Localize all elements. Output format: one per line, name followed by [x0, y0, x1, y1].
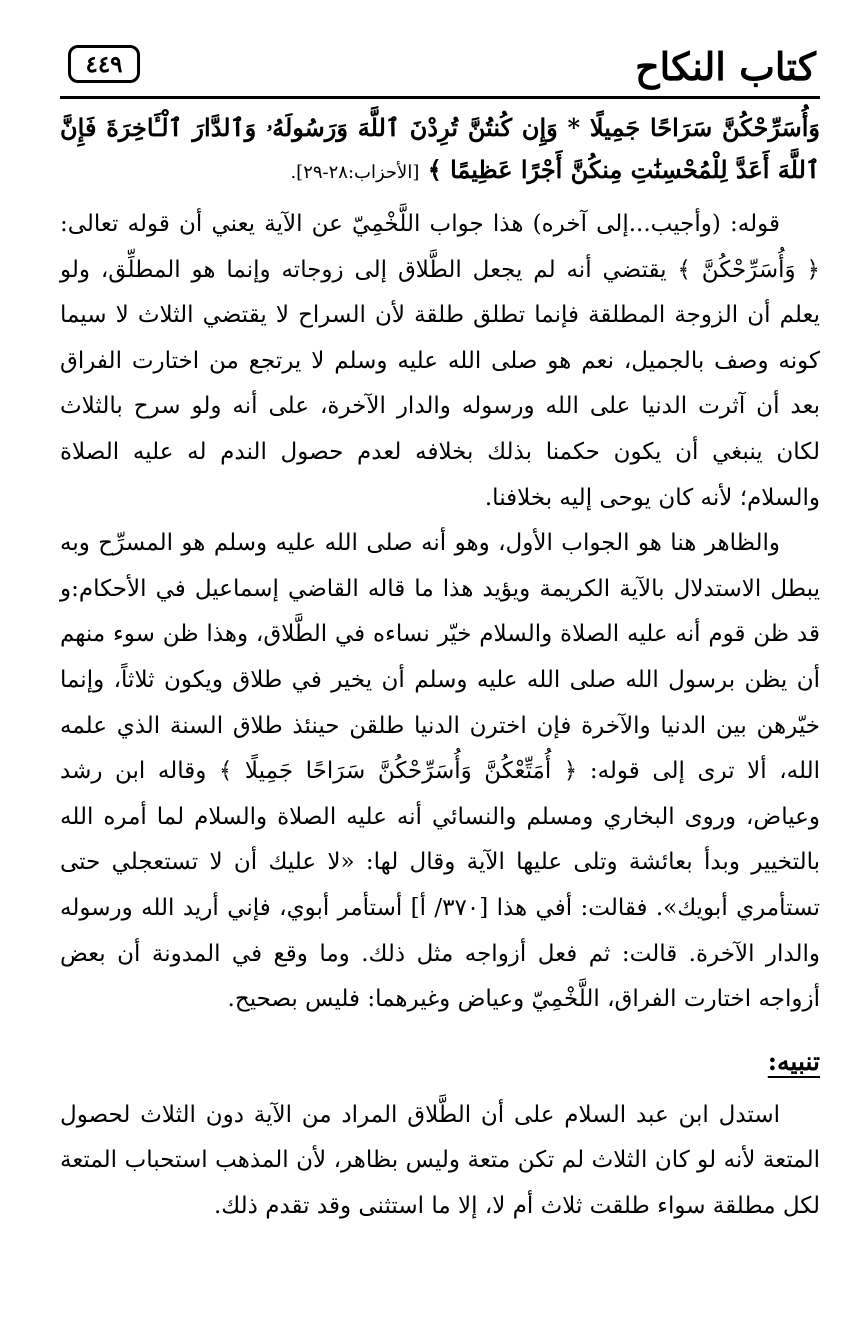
quran-verse	[60, 107, 820, 194]
body-paragraph-2: والظاهر هنا هو الجواب الأول، وهو أنه صلى الله عليه وسلم هو المسرِّح وبه يبطل الاستدلال بالآية الكريمة ويؤيد هذا ما قاله القاضي إسماعيل في الأحكام:و قد ظن قوم أنه عليه الصلاة والسلام خيّر نساءه في الطَّلاق، وهذا ظن سوء منهم أن يظن برسول الله صلى الله عليه وسلم أن يخير في طلاق ويكون ثلاثاً، وإنما خيّرهن بين الدنيا والآخرة فإن اخترن الدنيا طلقن حينئذ طلاق السنة الذي علمه الله، ألا ترى إلى قوله: ﴿ أُمَتِّعْكُنَّ وَأُسَرِّحْكُنَّ سَرَاحًا جَمِيلًا ﴾ وقاله ابن رشد وعياض، وروى البخاري ومسلم والنسائي أنه عليه الصلاة والسلام لما أمره الله بالتخيير وبدأ بعائشة وتلى عليها الآية وقال لها: «لا عليك أن لا تستعجلي حتى تستأمري أبويك». فقالت: أفي هذا [٣٧٠/ أ] أستأمر أبوي، فإني أريد الله ورسوله والدار الآخرة. قالت: ثم فعل أزواجه مثل ذلك. وما وقع في المدونة أن بعض أزواجه اختارت الفراق، اللَّخْمِيّ وعياض وغيرهما: فليس بصحيح.	[60, 530, 820, 1013]
document-page	[60, 38, 820, 1278]
page-number: ٤٤٩	[68, 45, 140, 83]
book-title: كتاب النكاح	[635, 44, 816, 89]
verse-reference: [الأحزاب:٢٨-٢٩].	[290, 162, 420, 183]
page-header	[60, 38, 820, 99]
closing-paragraph: استدل ابن عبد السلام على أن الطَّلاق المراد من الآية دون الثلاث لحصول المتعة لأنه لو كان الثلاث لم تكن متعة وليس بظاهر، لأن المذهب استحباب المتعة لكل مطلقة سواء طلقت ثلاث أم لا، إلا ما استثنى وقد تقدم ذلك.	[60, 1101, 820, 1219]
body-paragraph-1: قوله: (وأجيب...إلى آخره) هذا جواب اللَّخْمِيّ عن الآية يعني أن قوله تعالى: ﴿ وَأُسَرِّحْكُنَّ ﴾ يقتضي أنه لم يجعل الطَّلاق إلى زوجاته وإنما هو المطلِّق، ولو يعلم أن الزوجة المطلقة فإنما تطلق طلقة لأن السراح لا يقتضي الثلاث لا سيما كونه وصف بالجميل، نعم هو صلى الله عليه وسلم لا يرتجع من اختارت الفراق بعد أن آثرت الدنيا على الله ورسوله والدار الآخرة، على أنه ولو سرح بالثلاث لكان ينبغي أن يكون حكمنا بذلك بخلافه لعدم حصول الندم له عليه الصلاة والسلام؛ لأنه كان يوحى إليه بخلافنا.	[60, 211, 820, 511]
verse-text: وَأُسَرِّحْكُنَّ سَرَاحًا جَمِيلًا * وَإِن كُنتُنَّ تُرِدْنَ ٱللَّهَ وَرَسُولَهُۥ وَٱلدَّارَ ٱلْـَٔاخِرَةَ فَإِنَّ ٱللَّهَ أَعَدَّ لِلْمُحْسِنَٰتِ مِنكُنَّ أَجْرًا عَظِيمًا ﴾	[60, 113, 820, 184]
section-heading: تنبيه:	[767, 1046, 820, 1076]
